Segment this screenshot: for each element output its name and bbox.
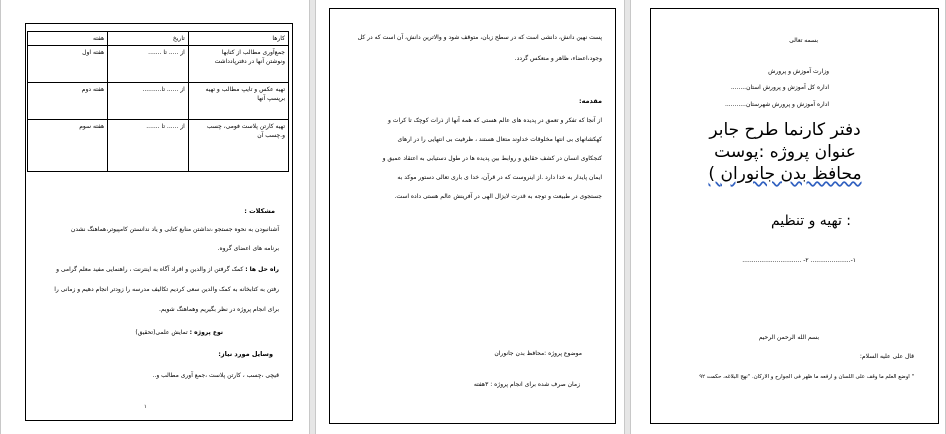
- table-cell-week: هفته سوم: [28, 120, 108, 172]
- quote-text: " اوضع العلم ما وقف علی اللسان و ارفعه ما ظهر فی الجوارح و الارکان. "نهج البلاغه، حکمت ۹۲: [699, 374, 914, 380]
- page-border: [329, 8, 616, 424]
- materials-heading: وسایل مورد نیاز:: [218, 350, 273, 358]
- project-type-label: نوع پروژه :: [189, 329, 223, 336]
- project-type-line: [135, 328, 223, 338]
- table-cell-tasks: جمع‌آوری مطالب از کتابها ونوشتن آنها در دفترپادداشت: [188, 46, 288, 83]
- weekly-plan-table: [27, 31, 289, 172]
- document-page-left: [0, 0, 310, 434]
- org-line: وزارت آموزش و پرورش: [768, 68, 829, 75]
- solutions-line: رفتن به کتابخانه به کمک والدین سعی کردیم تکالیف مدرسه را زودتر انجام دهیم و زمانی را: [54, 286, 279, 293]
- problems-line: آشنانبودن به نحوه جستجو ،نداشتن منابع کتابی و یاد ندانستن کامپیوتر،هماهنگ نشدن: [70, 226, 279, 233]
- table-row: [28, 46, 289, 83]
- org-line: اداره آموزش و پرورش شهرستان...........: [724, 101, 829, 108]
- solutions-line-1: [56, 265, 279, 275]
- document-page-right: [630, 0, 946, 434]
- project-topic: موضوع پروژه :محافظ بدن جانوران: [494, 350, 582, 357]
- intro-line: پست نهین دانش، دانشی است که در سطح زبان، متوقف شود و والاترین دانش، آن است که در کل: [357, 34, 602, 41]
- body-line: ایمان پایدار به خدا دارد .از اینروست که در قرآن، خدا ی باری تعالی دستور موکد به: [397, 174, 602, 181]
- table-row: [28, 83, 289, 120]
- basmala: بسم الله الرحمن الرحیم: [758, 334, 819, 341]
- org-line: اداره کل آموزش و پرورش استان........: [730, 84, 829, 91]
- intro-line: وجود،اعضاء، ظاهر و منعکس گردد.: [514, 55, 602, 62]
- table-cell-date: از ..... تا .......: [108, 46, 189, 83]
- title-line: ( محافظ بدن جانوران: [708, 164, 862, 184]
- body-line: جستجوی در طبیعت و توجه به قدرت لایزال الهی در آفرینش عالم هستی داده است.: [394, 193, 602, 200]
- table-cell-date: از ...... تا..........: [108, 83, 189, 120]
- table-header-date: تاریخ: [108, 32, 189, 46]
- table-cell-date: از ...... تا .......: [108, 120, 189, 172]
- solutions-text: کمک گرفتن از والدین و افراد آگاه به اینترنت ، راهنمایی مفید معلم گرامی و: [56, 266, 244, 273]
- table-row: [28, 120, 289, 172]
- page-header: بسمه تعالی: [789, 37, 818, 44]
- document-page-middle: [315, 0, 625, 434]
- project-time: زمان صرف شده برای انجام پروژه : ۳هفته: [473, 381, 580, 388]
- table-cell-tasks: تهیه عکس و تایپ مطالب و تهیه برپسپ آنها: [188, 83, 288, 120]
- names-line: ۱-..................... ۲- ...............................: [742, 257, 856, 264]
- body-line: کنجکاوی انسان در کشف حقایق و روابط بین پدیده ها در طول دستیابی به اعتقاد عمیق و: [382, 155, 602, 162]
- table-cell-tasks: تهیه کارتن پلاست فومی، چسب و.چسب آن: [188, 120, 288, 172]
- table-header-week: هفته: [28, 32, 108, 46]
- title-line: دفتر کارنما طرح جابر: [709, 120, 861, 140]
- quote-attribution: قال علی علیه السلام:: [859, 353, 914, 360]
- table-header-row: [28, 32, 289, 46]
- materials-text: قیچی ،چسب ، کارتن پلاست ،جمع آوری مطالب و..: [152, 372, 279, 379]
- body-line: کهکشانهای بی انتها مخلوقات خداوند متعال هستند ، ظرفیت بی انتهایی را در ارهای: [397, 136, 602, 143]
- prepared-by-label: تهیه و تنظیم :: [770, 213, 852, 229]
- body-line: از آنجا که تفکر و تعمق در پدیده های عالم هستی که همه آنها از ذرات کوچک تا کرات و: [388, 117, 602, 124]
- problems-heading: مشکلات :: [244, 207, 275, 215]
- solutions-line: برای انجام پروژه در نظر بگیریم وهماهنگ شویم.: [158, 306, 279, 313]
- title-line: عنوان پروژه :پوست: [714, 142, 856, 162]
- project-type-value: تمایش علمی(تحقیق): [135, 329, 188, 336]
- table-header-tasks: کارها: [188, 32, 288, 46]
- problems-line: برنامه های اعضای گروه.: [217, 245, 279, 252]
- table-cell-week: هفته دوم: [28, 83, 108, 120]
- introduction-heading: مقدمه:: [578, 97, 602, 105]
- table-cell-week: هفته اول: [28, 46, 108, 83]
- page-number: ۱: [144, 404, 147, 410]
- solutions-label: راه حل ها :: [245, 266, 279, 273]
